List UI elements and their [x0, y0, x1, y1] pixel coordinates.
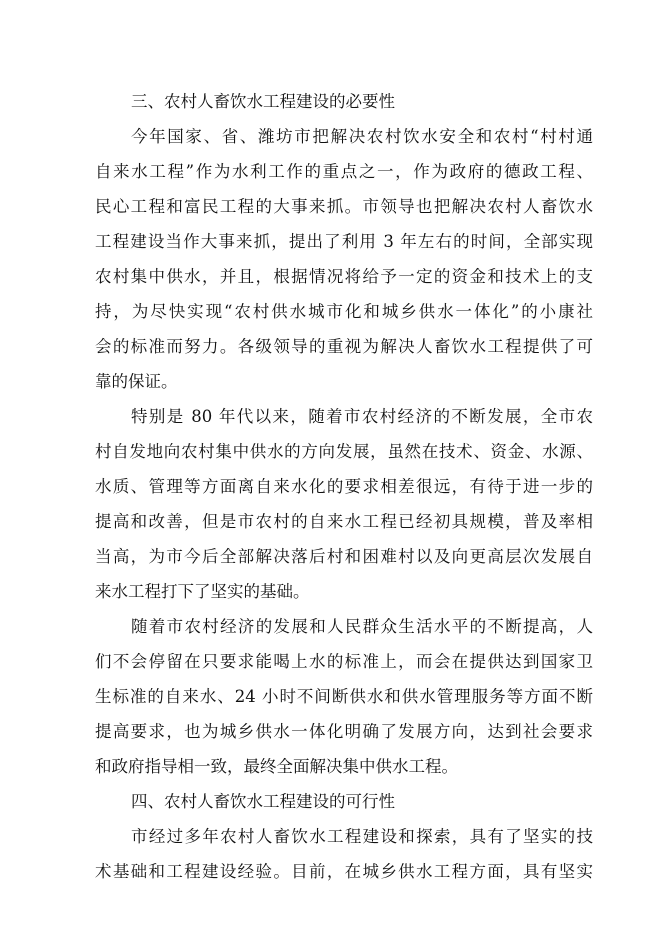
- text-line: 村自发地向农村集中供水的方向发展，虽然在技术、资金、水源、: [95, 442, 593, 461]
- section-3-paragraph-3: [95, 609, 593, 784]
- text-line: 自来水工程”作为水利工作的重点之一，作为政府的德政工程、: [95, 162, 593, 181]
- text-line: 来水工程打下了坚实的基础。: [95, 582, 310, 601]
- text-line: 持，为尽快实现“农村供水城市化和城乡供水一体化”的小康社: [95, 302, 593, 321]
- text-line: 们不会停留在只要求能喝上水的标准上，而会在提供达到国家卫: [95, 652, 593, 671]
- text-line: 会的标准而努力。各级领导的重视为解决人畜饮水工程提供了可: [95, 337, 593, 356]
- text-line: 生标准的自来水、24 小时不间断供水和供水管理服务等方面不断: [95, 687, 593, 706]
- section-3-paragraph-2: [95, 399, 593, 609]
- text-line: 市经过多年农村人畜饮水工程建设和探索，具有了坚实的技: [131, 827, 593, 846]
- document-body: [95, 84, 593, 889]
- text-line: 和政府指导相一致，最终全面解决集中供水工程。: [95, 757, 458, 776]
- text-line: 今年国家、省、潍坊市把解决农村饮水安全和农村“村村通: [131, 127, 593, 146]
- section-3-heading: 三、农村人畜饮水工程建设的必要性: [131, 92, 395, 111]
- text-line: 农村集中供水，并且，根据情况将给予一定的资金和技术上的支: [95, 267, 593, 286]
- section-4-heading: 四、农村人畜饮水工程建设的可行性: [131, 792, 395, 811]
- text-line: 提高要求，也为城乡供水一体化明确了发展方向，达到社会要求: [95, 722, 593, 741]
- section-3-paragraph-1: [95, 119, 593, 399]
- text-line: 术基础和工程建设经验。目前，在城乡供水工程方面，具有坚实: [95, 862, 593, 881]
- text-line: 靠的保证。: [95, 372, 178, 391]
- text-line: 水质、管理等方面离自来水化的要求相差很远，有待于进一步的: [95, 477, 593, 496]
- text-line: 工程建设当作大事来抓，提出了利用 3 年左右的时间，全部实现: [95, 232, 593, 251]
- text-line: 民心工程和富民工程的大事来抓。市领导也把解决农村人畜饮水: [95, 197, 593, 216]
- section-4-paragraph-1: [95, 819, 593, 889]
- text-line: 随着市农村经济的发展和人民群众生活水平的不断提高，人: [131, 617, 593, 636]
- text-line: 当高，为市今后全部解决落后村和困难村以及向更高层次发展自: [95, 547, 593, 566]
- text-line: 提高和改善，但是市农村的自来水工程已经初具规模，普及率相: [95, 512, 593, 531]
- text-line: 特别是 80 年代以来，随着市农村经济的不断发展，全市农: [131, 407, 593, 426]
